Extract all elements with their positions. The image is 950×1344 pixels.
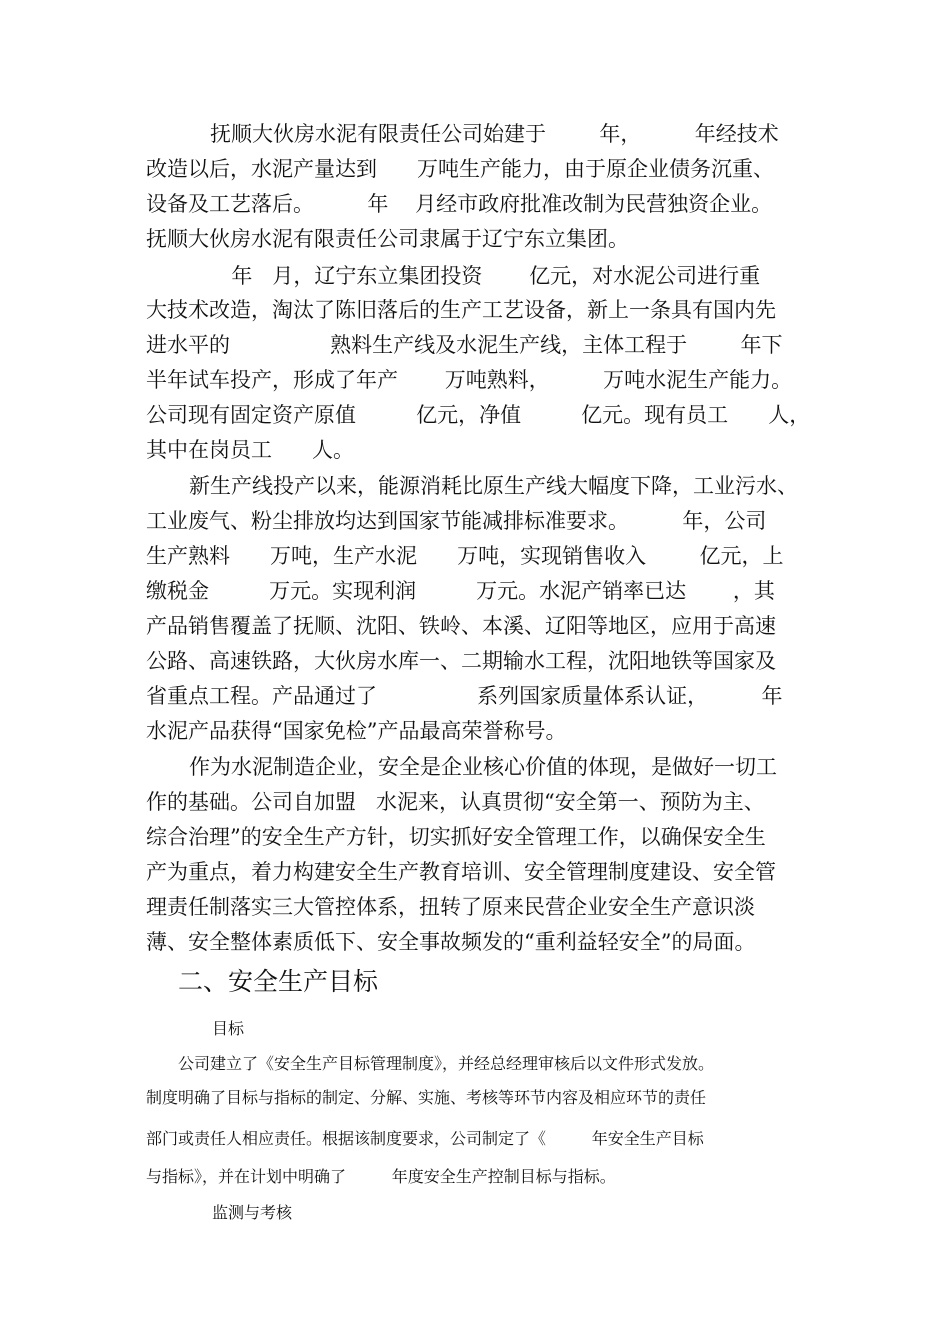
paragraph-line: 工业废气、粉尘排放均达到国家节能减排标准要求。 年，公司: [146, 509, 767, 533]
paragraph-line: 进水平的 熟料生产线及水泥生产线，主体工程于 年下: [146, 333, 783, 357]
paragraph-line: 省重点工程。产品通过了 系列国家质量体系认证， 年: [146, 684, 783, 708]
paragraph-line: 公司建立了《安全生产目标管理制度》，并经总经理审核后以文件形式发放。: [178, 1054, 715, 1073]
subheading-target: 目标: [212, 1019, 245, 1038]
paragraph-line: 大技术改造，淘汰了陈旧落后的生产工艺设备，新上一条具有国内先: [146, 298, 776, 322]
paragraph-line: 改造以后，水泥产量达到 万吨生产能力，由于原企业债务沉重、: [146, 157, 775, 181]
paragraph-line: 设备及工艺落后。 年 月经市政府批准改制为民营独资企业。: [146, 192, 773, 216]
section-heading: 二、安全生产目标: [178, 967, 379, 996]
paragraph-line: 公司现有固定资产原值 亿元，净值 亿元。现有员工 人，: [146, 403, 811, 427]
paragraph-line: 抚顺大伙房水泥有限责任公司始建于 年， 年经技术: [210, 122, 779, 146]
paragraph-line: 产品销售覆盖了抚顺、沈阳、铁岭、本溪、辽阳等地区，应用于高速: [146, 614, 776, 638]
paragraph-line: 理责任制落实三大管控体系，扭转了原来民营企业安全生产意识淡: [146, 895, 755, 919]
paragraph-line: 部门或责任人相应责任。根据该制度要求，公司制定了《 年安全生产目标: [146, 1129, 704, 1148]
paragraph-line: 缴税金 万元。实现利润 万元。水泥产销率已达 ，其: [146, 579, 775, 603]
paragraph-line: 半年试车投产，形成了年产 万吨熟料， 万吨水泥生产能力。: [146, 368, 793, 392]
paragraph-line: 作的基础。公司自加盟 水泥来，认真贯彻“安全第一、预防为主、: [146, 790, 765, 814]
paragraph-line: 其中在岗员工 人。: [146, 438, 355, 462]
paragraph-line: 水泥产品获得“国家免检”产品最高荣誉称号。: [146, 719, 567, 743]
paragraph-line: 综合治理”的安全生产方针，切实抓好安全管理工作，以确保安全生: [146, 825, 766, 849]
paragraph-line: 与指标》，并在计划中明确了 年度安全生产控制目标与指标。: [146, 1167, 616, 1186]
paragraph-line: 作为水泥制造企业，安全是企业核心价值的体现，是做好一切工: [189, 755, 777, 779]
paragraph-line: 抚顺大伙房水泥有限责任公司隶属于辽宁东立集团。: [146, 227, 629, 251]
paragraph-line: 产为重点，着力构建安全生产教育培训、安全管理制度建设、安全管: [146, 860, 776, 884]
paragraph-line: 生产熟料 万吨，生产水泥 万吨，实现销售收入 亿元，上: [146, 544, 784, 568]
paragraph-line: 公路、高速铁路，大伙房水库一、二期输水工程，沈阳地铁等国家及: [146, 649, 776, 673]
subheading-monitoring: 监测与考核: [212, 1203, 293, 1222]
paragraph-line: 新生产线投产以来，能源消耗比原生产线大幅度下降，工业污水、: [189, 474, 798, 498]
paragraph-line: 年 月，辽宁东立集团投资 亿元，对水泥公司进行重: [178, 264, 761, 288]
paragraph-line: 制度明确了目标与指标的制定、分解、实施、考核等环节内容及相应环节的责任: [146, 1088, 707, 1107]
paragraph-line: 薄、安全整体素质低下、安全事故频发的“重利益轻安全”的局面。: [146, 930, 756, 954]
